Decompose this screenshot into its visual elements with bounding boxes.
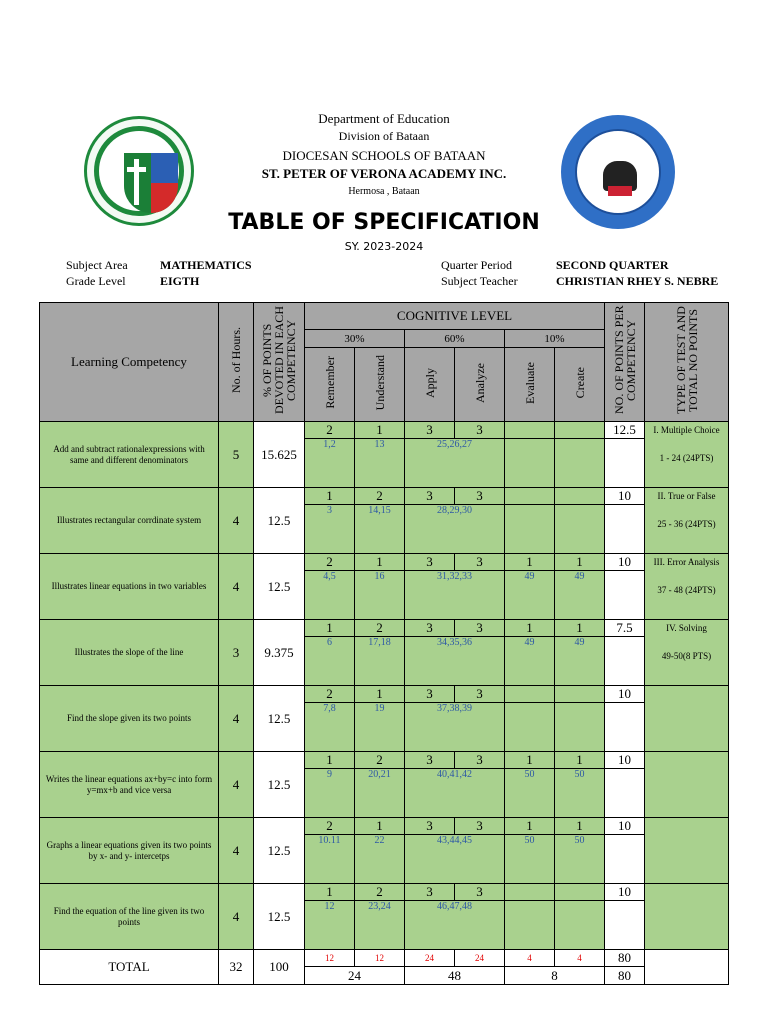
understand-header: Understand — [355, 348, 405, 422]
page-title: TABLE OF SPECIFICATION — [228, 210, 540, 235]
percent-cell: 15.625 — [254, 422, 305, 488]
competency-cell: Illustrates the slope of the line — [40, 620, 219, 686]
test-type-name: I. Multiple Choice — [653, 425, 720, 435]
create-items: 50 — [555, 835, 605, 884]
hours-cell: 5 — [219, 422, 254, 488]
competency-cell: Find the equation of the line given its two points — [40, 884, 219, 950]
test-type-cell — [645, 818, 729, 884]
test-type-cell — [645, 488, 729, 554]
points-cell: 10 — [605, 752, 645, 769]
total-percent: 100 — [254, 950, 305, 985]
total-10-sum: 8 — [505, 967, 605, 985]
analyze-count: 3 — [455, 818, 505, 835]
understand-count: 2 — [355, 620, 405, 637]
points-cell: 10 — [605, 488, 645, 505]
create-items — [555, 901, 605, 950]
understand-count: 1 — [355, 554, 405, 571]
subject-area-label: Subject Area — [66, 258, 128, 272]
total-evaluate: 4 — [505, 950, 555, 967]
percent-cell: 12.5 — [254, 752, 305, 818]
percent-cell: 12.5 — [254, 554, 305, 620]
remember-count: 1 — [305, 884, 355, 901]
create-items: 50 — [555, 769, 605, 818]
remember-items: 4,5 — [305, 571, 355, 620]
evaluate-items: 49 — [505, 571, 555, 620]
points-cell: 10 — [605, 554, 645, 571]
test-type-name: III. Error Analysis — [653, 557, 720, 567]
remember-items: 10.11 — [305, 835, 355, 884]
create-items — [555, 703, 605, 752]
evaluate-items — [505, 439, 555, 488]
teacher-label: Subject Teacher — [441, 274, 518, 288]
test-type-cell — [645, 620, 729, 686]
points-cell: 10 — [605, 818, 645, 835]
apply-analyze-items: 25,26,27 — [405, 439, 505, 488]
competency-header: Learning Competency — [40, 303, 219, 422]
table-row — [40, 884, 729, 901]
percent-cell: 12.5 — [254, 488, 305, 554]
competency-cell: Graphs a linear equations given its two points by x- and y- intercetps — [40, 818, 219, 884]
test-type-range: 1 - 24 (24PTS) — [659, 453, 714, 463]
evaluate-header: Evaluate — [505, 348, 555, 422]
points-header: NO. OF POINTS PER COMPETENCY — [605, 303, 645, 422]
total-points-2: 80 — [605, 967, 645, 985]
table-header — [40, 303, 729, 422]
percent-cell: 12.5 — [254, 686, 305, 752]
test-type-name: IV. Solving — [666, 623, 707, 633]
competency-cell: Writes the linear equations ax+by=c into form y=mx+b and vice versa — [40, 752, 219, 818]
test-type-range: 49-50(8 PTS) — [661, 651, 712, 661]
diocesan-line: DIOCESAN SCHOOLS OF BATAAN — [282, 148, 486, 163]
competency-cell: Add and subtract rationalexpressions with same and different denominators — [40, 422, 219, 488]
table-body — [40, 422, 729, 950]
test-type-range: 25 - 36 (24PTS) — [657, 519, 716, 529]
points-cell: 10 — [605, 686, 645, 703]
apply-count: 3 — [405, 554, 455, 571]
understand-count: 1 — [355, 422, 405, 439]
analyze-header: Analyze — [455, 348, 505, 422]
evaluate-items: 49 — [505, 637, 555, 686]
apply-analyze-items: 40,41,42 — [405, 769, 505, 818]
points-blank — [605, 703, 645, 752]
total-create: 4 — [555, 950, 605, 967]
evaluate-items: 50 — [505, 769, 555, 818]
create-items: 49 — [555, 571, 605, 620]
apply-header: Apply — [405, 348, 455, 422]
table-row — [40, 422, 729, 439]
test-type-cell — [645, 554, 729, 620]
evaluate-count: 1 — [505, 620, 555, 637]
total-60-sum: 48 — [405, 967, 505, 985]
create-count — [555, 884, 605, 901]
apply-analyze-items: 37,38,39 — [405, 703, 505, 752]
apply-count: 3 — [405, 818, 455, 835]
analyze-count: 3 — [455, 620, 505, 637]
evaluate-count: 1 — [505, 818, 555, 835]
points-blank — [605, 835, 645, 884]
apply-count: 3 — [405, 620, 455, 637]
evaluate-count — [505, 884, 555, 901]
analyze-count: 3 — [455, 554, 505, 571]
create-header: Create — [555, 348, 605, 422]
understand-items: 16 — [355, 571, 405, 620]
remember-count: 2 — [305, 554, 355, 571]
create-count: 1 — [555, 752, 605, 769]
apply-count: 3 — [405, 884, 455, 901]
percent-cell: 12.5 — [254, 818, 305, 884]
remember-count: 2 — [305, 686, 355, 703]
understand-items: 13 — [355, 439, 405, 488]
understand-items: 17,18 — [355, 637, 405, 686]
analyze-count: 3 — [455, 422, 505, 439]
remember-count: 1 — [305, 620, 355, 637]
test-type-cell — [645, 752, 729, 818]
total-remember: 12 — [305, 950, 355, 967]
total-30-sum: 24 — [305, 967, 405, 985]
points-blank — [605, 571, 645, 620]
hours-cell: 4 — [219, 488, 254, 554]
hours-cell: 4 — [219, 686, 254, 752]
quarter-label: Quarter Period — [441, 258, 512, 272]
test-type-range: 37 - 48 (24PTS) — [657, 585, 716, 595]
remember-count: 1 — [305, 488, 355, 505]
understand-count: 2 — [355, 884, 405, 901]
analyze-count: 3 — [455, 488, 505, 505]
total-points: 80 — [605, 950, 645, 967]
competency-cell: Illustrates linear equations in two variables — [40, 554, 219, 620]
remember-items: 9 — [305, 769, 355, 818]
total-analyze: 24 — [455, 950, 505, 967]
apply-analyze-items: 43,44,45 — [405, 835, 505, 884]
school-year: SY. 2023-2024 — [344, 240, 424, 253]
points-blank — [605, 637, 645, 686]
points-blank — [605, 769, 645, 818]
apply-count: 3 — [405, 422, 455, 439]
remember-items: 7,8 — [305, 703, 355, 752]
competency-cell: Find the slope given its two points — [40, 686, 219, 752]
weight-10-header: 10% — [505, 330, 605, 348]
table-row — [40, 818, 729, 835]
test-type-header: TYPE OF TEST AND TOTAL NO POINTS — [645, 303, 729, 422]
evaluate-count — [505, 488, 555, 505]
remember-count: 2 — [305, 422, 355, 439]
hours-cell: 4 — [219, 818, 254, 884]
analyze-count: 3 — [455, 686, 505, 703]
remember-items: 12 — [305, 901, 355, 950]
percent-cell: 12.5 — [254, 884, 305, 950]
points-cell: 12.5 — [605, 422, 645, 439]
understand-items: 20,21 — [355, 769, 405, 818]
percent-header: % OF POINTS DEVOTED IN EACH COMPETENCY — [254, 303, 305, 422]
hours-cell: 4 — [219, 554, 254, 620]
create-count — [555, 422, 605, 439]
hours-cell: 3 — [219, 620, 254, 686]
understand-count: 1 — [355, 686, 405, 703]
apply-analyze-items: 31,32,33 — [405, 571, 505, 620]
create-items: 49 — [555, 637, 605, 686]
remember-items: 6 — [305, 637, 355, 686]
grade-level-label: Grade Level — [66, 274, 126, 288]
test-type-cell — [645, 686, 729, 752]
division-line: Division of Bataan — [338, 129, 430, 143]
points-cell: 10 — [605, 884, 645, 901]
points-cell: 7.5 — [605, 620, 645, 637]
remember-count: 1 — [305, 752, 355, 769]
evaluate-count — [505, 686, 555, 703]
understand-items: 19 — [355, 703, 405, 752]
table-row — [40, 554, 729, 571]
percent-cell: 9.375 — [254, 620, 305, 686]
analyze-count: 3 — [455, 884, 505, 901]
specification-table — [39, 302, 729, 985]
evaluate-count: 1 — [505, 554, 555, 571]
understand-items: 22 — [355, 835, 405, 884]
create-count: 1 — [555, 554, 605, 571]
apply-analyze-items: 46,47,48 — [405, 901, 505, 950]
create-count: 1 — [555, 818, 605, 835]
apply-count: 3 — [405, 752, 455, 769]
remember-items: 3 — [305, 505, 355, 554]
remember-header: Remember — [305, 348, 355, 422]
test-type-cell — [645, 422, 729, 488]
hours-cell: 4 — [219, 884, 254, 950]
competency-cell: Illustrates rectangular corrdinate system — [40, 488, 219, 554]
understand-items: 23,24 — [355, 901, 405, 950]
department-line: Department of Education — [318, 111, 450, 126]
understand-count: 1 — [355, 818, 405, 835]
total-hours: 32 — [219, 950, 254, 985]
weight-60-header: 60% — [405, 330, 505, 348]
table-row — [40, 752, 729, 769]
hours-cell: 4 — [219, 752, 254, 818]
school-name: ST. PETER OF VERONA ACADEMY INC. — [261, 166, 507, 181]
create-count — [555, 686, 605, 703]
evaluate-items — [505, 703, 555, 752]
apply-count: 3 — [405, 488, 455, 505]
school-location: Hermosa , Bataan — [348, 186, 420, 197]
table-total — [40, 950, 729, 985]
create-items — [555, 505, 605, 554]
teacher-value: CHRISTIAN RHEY S. NEBRE — [556, 274, 719, 288]
table-row — [40, 686, 729, 703]
total-type-empty — [645, 950, 729, 985]
weight-30-header: 30% — [305, 330, 405, 348]
evaluate-items: 50 — [505, 835, 555, 884]
points-blank — [605, 901, 645, 950]
apply-analyze-items: 34,35,36 — [405, 637, 505, 686]
evaluate-items — [505, 505, 555, 554]
apply-analyze-items: 28,29,30 — [405, 505, 505, 554]
evaluate-count: 1 — [505, 752, 555, 769]
grade-level-value: EIGTH — [160, 274, 200, 288]
points-blank — [605, 505, 645, 554]
total-label: TOTAL — [40, 950, 219, 985]
table-row — [40, 620, 729, 637]
analyze-count: 3 — [455, 752, 505, 769]
remember-items: 1,2 — [305, 439, 355, 488]
test-type-name: II. True or False — [657, 491, 716, 501]
cognitive-level-header: COGNITIVE LEVEL — [305, 303, 605, 330]
apply-count: 3 — [405, 686, 455, 703]
understand-count: 2 — [355, 752, 405, 769]
points-blank — [605, 439, 645, 488]
total-apply: 24 — [405, 950, 455, 967]
hours-header: No. of Hours. — [219, 303, 254, 422]
understand-items: 14,15 — [355, 505, 405, 554]
create-count — [555, 488, 605, 505]
evaluate-items — [505, 901, 555, 950]
test-type-cell — [645, 884, 729, 950]
table-row — [40, 488, 729, 505]
total-understand: 12 — [355, 950, 405, 967]
quarter-value: SECOND QUARTER — [556, 258, 669, 272]
subject-area-value: MATHEMATICS — [160, 258, 252, 272]
understand-count: 2 — [355, 488, 405, 505]
remember-count: 2 — [305, 818, 355, 835]
create-count: 1 — [555, 620, 605, 637]
evaluate-count — [505, 422, 555, 439]
create-items — [555, 439, 605, 488]
